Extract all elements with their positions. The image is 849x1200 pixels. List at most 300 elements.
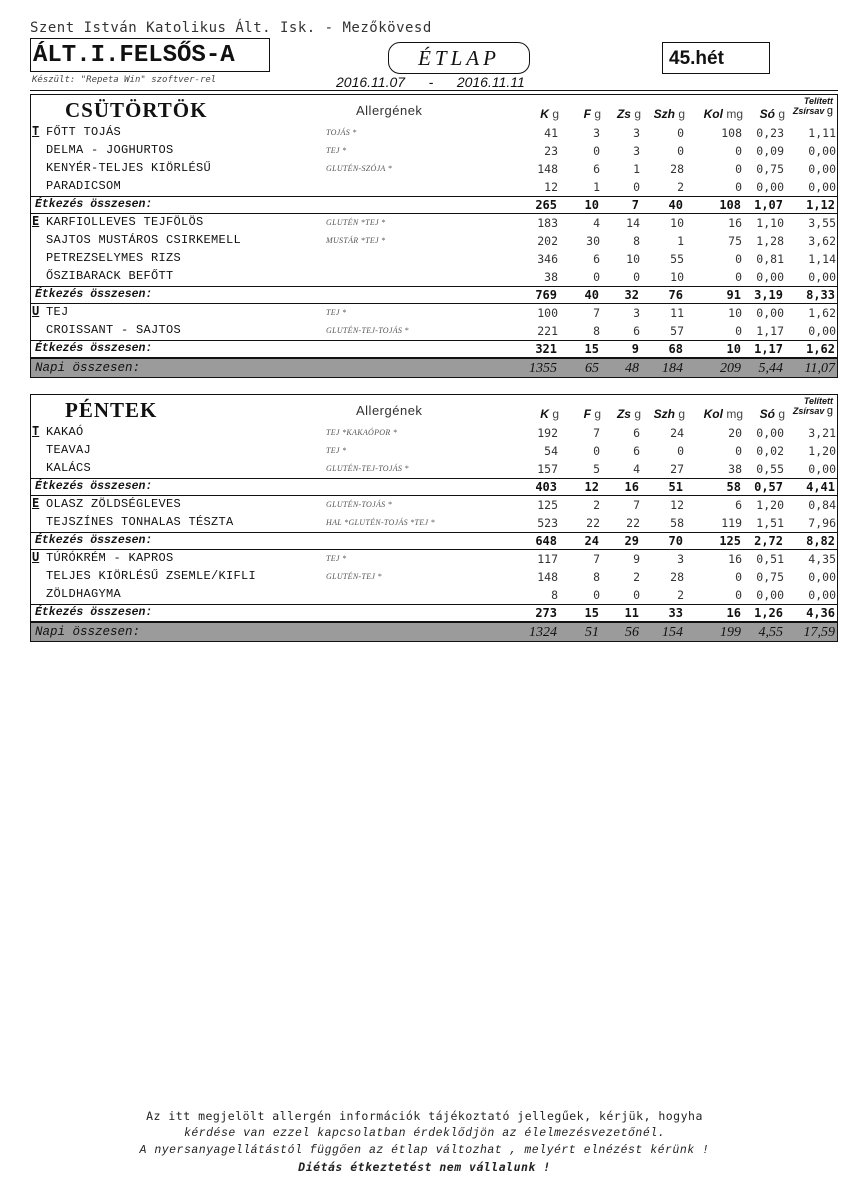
dish-allergens: GLUTÉN-TEJ-TOJÁS * — [326, 464, 409, 473]
item-col-4: 16 — [728, 552, 742, 566]
item-col-6: 4,35 — [808, 552, 836, 566]
saturated-label-text: Zsírsav — [792, 406, 825, 416]
daily-total-row — [30, 358, 838, 378]
item-col-1: 7 — [593, 426, 600, 440]
dish-allergens: GLUTÉN-TOJÁS * — [326, 500, 393, 509]
item-col-3: 10 — [670, 216, 684, 230]
item-col-2: 7 — [633, 498, 640, 512]
item-col-6: 0,00 — [808, 180, 836, 194]
row-right-border — [837, 514, 838, 532]
sum-col-4: 91 — [726, 288, 741, 302]
item-col-3: 1 — [677, 234, 684, 248]
item-col-2: 6 — [633, 426, 640, 440]
column-unit-salt: g — [778, 407, 785, 421]
meal-total-label: Étkezés összesen: — [35, 342, 153, 355]
column-unit-kcal: g — [552, 407, 559, 421]
sum-col-5: 3,19 — [754, 288, 783, 302]
meal-total-label: Étkezés összesen: — [35, 198, 153, 211]
daily-col-1: 51 — [585, 625, 599, 640]
daily-col-4: 209 — [720, 361, 741, 376]
item-col-0: 346 — [537, 252, 558, 266]
meal-letter: T — [32, 124, 40, 138]
item-col-2: 4 — [633, 462, 640, 476]
item-col-3: 0 — [677, 144, 684, 158]
row-right-border — [837, 250, 838, 268]
item-col-0: 125 — [537, 498, 558, 512]
column-label-fat: F — [583, 107, 591, 121]
item-col-2: 0 — [633, 180, 640, 194]
daily-col-4: 199 — [720, 625, 741, 640]
menu-item-row — [30, 514, 838, 532]
item-col-5: 1,51 — [756, 516, 784, 530]
sum-col-2: 16 — [624, 480, 639, 494]
item-col-2: 3 — [633, 126, 640, 140]
item-col-1: 6 — [593, 252, 600, 266]
item-col-6: 0,00 — [808, 462, 836, 476]
item-col-2: 14 — [626, 216, 640, 230]
daily-col-0: 1324 — [529, 625, 557, 640]
item-col-2: 2 — [633, 570, 640, 584]
column-header-fat — [584, 107, 601, 121]
dish-name: KENYÉR-TELJES KIÖRLÉSŰ — [46, 161, 212, 175]
item-col-4: 0 — [735, 588, 742, 602]
date-separator: - — [428, 74, 434, 90]
dish-name: ŐSZIBARACK BEFŐTT — [46, 269, 174, 283]
sum-col-5: 0,57 — [754, 480, 783, 494]
row-left-border — [30, 250, 31, 268]
sum-col-3: 51 — [668, 480, 683, 494]
sum-col-5: 1,07 — [754, 198, 783, 212]
column-header-chol — [704, 107, 743, 121]
daily-col-0: 1355 — [529, 361, 557, 376]
sum-col-1: 12 — [584, 480, 599, 494]
meal-total-label: Étkezés összesen: — [35, 606, 153, 619]
sum-col-3: 40 — [668, 198, 683, 212]
meal-total-row — [30, 196, 838, 214]
item-col-3: 0 — [677, 444, 684, 458]
item-col-2: 3 — [633, 144, 640, 158]
daily-col-5: 5,44 — [758, 361, 783, 376]
item-col-5: 0,00 — [756, 270, 784, 284]
column-unit-sugar: g — [634, 407, 641, 421]
dish-name: OLASZ ZÖLDSÉGLEVES — [46, 497, 182, 511]
column-header-chol — [704, 407, 743, 421]
row-left-border — [30, 322, 31, 340]
item-col-2: 6 — [633, 444, 640, 458]
row-right-border — [837, 550, 838, 568]
sum-col-1: 10 — [584, 198, 599, 212]
allergens-header: Allergének — [356, 103, 423, 118]
column-header-sugar — [617, 107, 641, 121]
row-right-border — [837, 142, 838, 160]
item-col-1: 7 — [593, 552, 600, 566]
saturated-label — [793, 406, 833, 416]
day-block — [30, 394, 838, 642]
item-col-0: 157 — [537, 462, 558, 476]
dish-name: ZÖLDHAGYMA — [46, 587, 122, 601]
dish-name: KALÁCS — [46, 461, 92, 475]
menu-item-row — [30, 496, 838, 514]
item-col-2: 10 — [626, 252, 640, 266]
item-col-1: 6 — [593, 162, 600, 176]
menu-item-row — [30, 568, 838, 586]
item-col-0: 148 — [537, 570, 558, 584]
daily-col-5: 4,55 — [758, 625, 783, 640]
row-left-border — [30, 442, 31, 460]
item-col-0: 23 — [544, 144, 558, 158]
daily-col-2: 56 — [625, 625, 639, 640]
item-col-6: 3,21 — [808, 426, 836, 440]
column-label-salt: Só — [759, 407, 775, 421]
column-unit-chol: mg — [726, 107, 743, 121]
item-col-6: 1,20 — [808, 444, 836, 458]
column-label-kcal: K — [540, 407, 549, 421]
menu-item-row — [30, 160, 838, 178]
item-col-1: 0 — [593, 270, 600, 284]
item-col-3: 57 — [670, 324, 684, 338]
dish-name: FŐTT TOJÁS — [46, 125, 122, 139]
item-col-4: 6 — [735, 498, 742, 512]
meal-total-row — [30, 604, 838, 622]
column-label-chol: Kol — [703, 107, 723, 121]
dish-allergens: GLUTÉN-TEJ-TOJÁS * — [326, 326, 409, 335]
meal-total-label: Étkezés összesen: — [35, 480, 153, 493]
item-col-4: 0 — [735, 570, 742, 584]
item-col-1: 22 — [586, 516, 600, 530]
item-col-2: 8 — [633, 234, 640, 248]
column-label-fat: F — [583, 407, 591, 421]
row-left-border — [30, 550, 31, 568]
item-col-0: 192 — [537, 426, 558, 440]
row-right-border — [837, 232, 838, 250]
item-col-4: 0 — [735, 162, 742, 176]
row-right-border — [837, 586, 838, 604]
menu-item-row — [30, 178, 838, 196]
footer-line-1: Az itt megjelölt allergén információk tájékoztató jellegűek, kérjük, hogyha — [146, 1109, 703, 1123]
column-unit-sugar: g — [634, 107, 641, 121]
footer-line-4: Diétás étkeztetést nem vállalunk ! — [298, 1160, 551, 1174]
column-unit-kcal: g — [552, 107, 559, 121]
item-col-5: 0,81 — [756, 252, 784, 266]
sum-col-4: 10 — [726, 342, 741, 356]
item-col-0: 100 — [537, 306, 558, 320]
item-col-1: 5 — [593, 462, 600, 476]
item-col-5: 0,51 — [756, 552, 784, 566]
item-col-5: 1,10 — [756, 216, 784, 230]
dish-allergens: GLUTÉN *TEJ * — [326, 218, 386, 227]
row-left-border — [30, 124, 31, 142]
day-block — [30, 94, 838, 378]
item-col-1: 2 — [593, 498, 600, 512]
row-right-border — [837, 268, 838, 286]
dish-allergens: GLUTÉN-TEJ * — [326, 572, 382, 581]
row-right-border — [837, 178, 838, 196]
item-col-1: 3 — [593, 126, 600, 140]
item-col-5: 0,00 — [756, 306, 784, 320]
day-name: PÉNTEK — [65, 398, 158, 422]
item-col-5: 0,23 — [756, 126, 784, 140]
row-left-border — [30, 460, 31, 478]
item-col-0: 183 — [537, 216, 558, 230]
dish-allergens: GLUTÉN-SZÓJA * — [326, 164, 393, 173]
column-header-sugar — [617, 407, 641, 421]
row-left-border — [30, 514, 31, 532]
item-col-3: 10 — [670, 270, 684, 284]
column-unit-fat: g — [594, 107, 601, 121]
column-label-sugar: Zs — [616, 407, 631, 421]
column-header-kcal — [540, 407, 559, 421]
sum-col-3: 33 — [668, 606, 683, 620]
item-col-3: 28 — [670, 570, 684, 584]
column-unit-carb: g — [678, 407, 685, 421]
dish-name: TÚRÓKRÉM - KAPROS — [46, 551, 174, 565]
item-col-6: 1,62 — [808, 306, 836, 320]
meal-letter: E — [32, 214, 40, 228]
sum-col-0: 403 — [535, 480, 557, 494]
row-left-border — [30, 142, 31, 160]
item-col-1: 1 — [593, 180, 600, 194]
meal-letter: E — [32, 496, 40, 510]
item-col-2: 0 — [633, 588, 640, 602]
menu-item-row — [30, 124, 838, 142]
dish-name: KAKAÓ — [46, 425, 84, 439]
item-col-0: 54 — [544, 444, 558, 458]
sum-col-2: 29 — [624, 534, 639, 548]
day-name: CSÜTÖRTÖK — [65, 98, 208, 122]
item-col-6: 1,11 — [808, 126, 836, 140]
sum-col-1: 40 — [584, 288, 599, 302]
item-col-3: 55 — [670, 252, 684, 266]
footer-line-3: A nyersanyagellátástól függően az étlap változhat , melyért elnézést kérünk ! — [139, 1144, 710, 1157]
dish-name: PARADICSOM — [46, 179, 122, 193]
meal-total-label: Étkezés összesen: — [35, 534, 153, 547]
column-header-salt — [760, 107, 785, 121]
sum-col-4: 108 — [719, 198, 741, 212]
meal-total-row — [30, 532, 838, 550]
item-col-4: 0 — [735, 144, 742, 158]
dish-allergens: TEJ * — [326, 446, 347, 455]
column-header-fat — [584, 407, 601, 421]
item-col-6: 0,00 — [808, 588, 836, 602]
item-col-3: 0 — [677, 126, 684, 140]
item-col-2: 0 — [633, 270, 640, 284]
dish-name: SAJTOS MUSTÁROS CSIRKEMELL — [46, 233, 242, 247]
software-note: Készült: "Repeta Win" szoftver-rel — [32, 75, 217, 85]
column-header-salt — [760, 407, 785, 421]
item-col-6: 0,00 — [808, 144, 836, 158]
column-unit-fat: g — [594, 407, 601, 421]
saturated-title: Telített — [803, 96, 833, 106]
item-col-5: 0,09 — [756, 144, 784, 158]
item-col-4: 0 — [735, 270, 742, 284]
dish-name: KARFIOLLEVES TEJFÖLÖS — [46, 215, 204, 229]
daily-col-3: 184 — [662, 361, 683, 376]
dish-name: CROISSANT - SAJTOS — [46, 323, 182, 337]
row-left-border — [30, 496, 31, 514]
row-right-border — [837, 124, 838, 142]
item-col-0: 148 — [537, 162, 558, 176]
saturated-unit: g — [826, 105, 833, 117]
item-col-1: 8 — [593, 570, 600, 584]
item-col-1: 0 — [593, 588, 600, 602]
item-col-1: 4 — [593, 216, 600, 230]
item-col-3: 24 — [670, 426, 684, 440]
item-col-2: 22 — [626, 516, 640, 530]
item-col-4: 119 — [721, 516, 742, 530]
item-col-0: 117 — [537, 552, 558, 566]
sum-col-0: 648 — [535, 534, 557, 548]
row-right-border — [837, 442, 838, 460]
sum-col-0: 321 — [535, 342, 557, 356]
item-col-0: 202 — [537, 234, 558, 248]
sum-col-1: 15 — [584, 342, 599, 356]
item-col-6: 0,00 — [808, 324, 836, 338]
item-col-6: 7,96 — [808, 516, 836, 530]
item-col-1: 7 — [593, 306, 600, 320]
item-col-3: 28 — [670, 162, 684, 176]
item-col-6: 0,00 — [808, 570, 836, 584]
dish-allergens: MUSTÁR *TEJ * — [326, 236, 386, 245]
sum-col-6: 1,12 — [806, 198, 835, 212]
row-right-border — [837, 160, 838, 178]
menu-item-row — [30, 550, 838, 568]
row-left-border — [30, 568, 31, 586]
column-label-sugar: Zs — [616, 107, 631, 121]
dish-name: PETREZSELYMES RIZS — [46, 251, 182, 265]
daily-col-3: 154 — [662, 625, 683, 640]
item-col-0: 8 — [551, 588, 558, 602]
row-left-border — [30, 586, 31, 604]
menu-item-row — [30, 322, 838, 340]
item-col-1: 0 — [593, 144, 600, 158]
menu-item-row — [30, 142, 838, 160]
item-col-4: 108 — [721, 126, 742, 140]
sum-col-6: 8,82 — [806, 534, 835, 548]
item-col-3: 2 — [677, 588, 684, 602]
sum-col-0: 769 — [535, 288, 557, 302]
row-left-border — [30, 232, 31, 250]
menu-item-row — [30, 214, 838, 232]
item-col-4: 38 — [728, 462, 742, 476]
item-col-2: 9 — [633, 552, 640, 566]
menu-item-row — [30, 268, 838, 286]
item-col-0: 38 — [544, 270, 558, 284]
row-left-border — [30, 178, 31, 196]
item-col-4: 20 — [728, 426, 742, 440]
column-label-carb: Szh — [653, 407, 675, 421]
sum-col-3: 70 — [668, 534, 683, 548]
column-label-kcal: K — [540, 107, 549, 121]
dish-allergens: TEJ * — [326, 146, 347, 155]
date-from: 2016.11.07 — [336, 74, 406, 90]
column-unit-salt: g — [778, 107, 785, 121]
column-label-chol: Kol — [703, 407, 723, 421]
column-header-kcal — [540, 107, 559, 121]
sum-col-6: 1,62 — [806, 342, 835, 356]
school-name: Szent István Katolikus Ált. Isk. - Mezőkövesd — [30, 20, 432, 36]
sum-col-6: 8,33 — [806, 288, 835, 302]
row-left-border — [30, 268, 31, 286]
column-unit-carb: g — [678, 107, 685, 121]
item-col-3: 2 — [677, 180, 684, 194]
menu-item-row — [30, 460, 838, 478]
sum-col-2: 7 — [631, 198, 639, 212]
item-col-5: 0,00 — [756, 180, 784, 194]
item-col-5: 0,00 — [756, 588, 784, 602]
sum-col-5: 1,17 — [754, 342, 783, 356]
item-col-0: 12 — [544, 180, 558, 194]
dish-allergens: TOJÁS * — [326, 128, 357, 137]
item-col-5: 0,55 — [756, 462, 784, 476]
dish-name: TEJ — [46, 305, 69, 319]
daily-total-label: Napi összesen: — [35, 361, 141, 375]
item-col-6: 3,62 — [808, 234, 836, 248]
day-header — [30, 94, 838, 124]
column-label-carb: Szh — [653, 107, 675, 121]
item-col-1: 8 — [593, 324, 600, 338]
meal-letter: U — [32, 550, 40, 564]
daily-total-row — [30, 622, 838, 642]
sum-col-4: 16 — [726, 606, 741, 620]
dish-allergens: HAL *GLUTÉN-TOJÁS *TEJ * — [326, 518, 435, 527]
item-col-5: 1,20 — [756, 498, 784, 512]
meal-total-row — [30, 478, 838, 496]
row-right-border — [837, 496, 838, 514]
sum-col-3: 68 — [668, 342, 683, 356]
item-col-3: 58 — [670, 516, 684, 530]
item-col-0: 221 — [537, 324, 558, 338]
item-col-6: 0,00 — [808, 162, 836, 176]
dish-allergens: TEJ * — [326, 308, 347, 317]
meal-total-row — [30, 340, 838, 358]
menu-item-row — [30, 424, 838, 442]
item-col-2: 3 — [633, 306, 640, 320]
item-col-4: 0 — [735, 252, 742, 266]
sum-col-2: 32 — [624, 288, 639, 302]
menu-item-row — [30, 442, 838, 460]
column-header-carb — [654, 407, 685, 421]
meal-letter: U — [32, 304, 40, 318]
row-right-border — [837, 568, 838, 586]
sum-col-4: 58 — [726, 480, 741, 494]
column-label-salt: Só — [759, 107, 775, 121]
menu-title: ÉTLAP — [388, 42, 530, 74]
footer-note — [0, 1108, 849, 1176]
sum-col-0: 273 — [535, 606, 557, 620]
dish-allergens: TEJ *KAKAÓPOR * — [326, 428, 398, 437]
item-col-4: 0 — [735, 180, 742, 194]
daily-col-6: 17,59 — [803, 625, 835, 640]
item-col-0: 523 — [537, 516, 558, 530]
item-col-5: 0,02 — [756, 444, 784, 458]
row-right-border — [837, 304, 838, 322]
item-col-4: 10 — [728, 306, 742, 320]
row-left-border — [30, 424, 31, 442]
item-col-5: 1,28 — [756, 234, 784, 248]
item-col-5: 0,00 — [756, 426, 784, 440]
date-range — [336, 74, 525, 90]
saturated-unit: g — [826, 405, 833, 417]
item-col-5: 0,75 — [756, 162, 784, 176]
saturated-fat-header — [793, 396, 833, 416]
meal-total-label: Étkezés összesen: — [35, 288, 153, 301]
class-title: ÁLT.I.FELSŐS-A — [30, 38, 270, 72]
item-col-1: 30 — [586, 234, 600, 248]
menu-item-row — [30, 250, 838, 268]
dish-name: TELJES KIÖRLÉSŰ ZSEMLE/KIFLI — [46, 569, 257, 583]
item-col-6: 3,55 — [808, 216, 836, 230]
dish-allergens: TEJ * — [326, 554, 347, 563]
